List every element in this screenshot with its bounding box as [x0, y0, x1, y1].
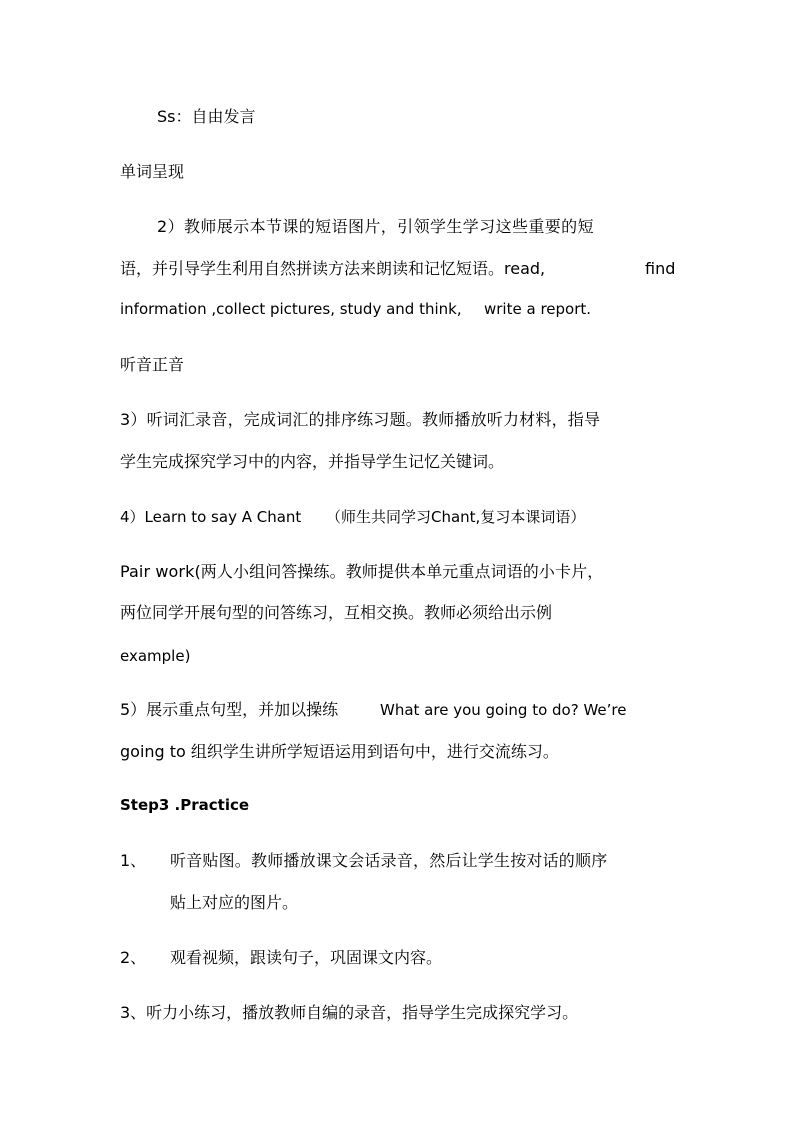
text-line: write a report. — [484, 300, 592, 318]
text-line: going to 组织学生讲所学短语运用到语句中，进行交流练习。 — [120, 742, 559, 761]
list-item-text: 贴上对应的图片。 — [170, 893, 299, 912]
text-line: Pair work(两人小组问答操练。教师提供本单元重点词语的小卡片， — [120, 562, 604, 581]
text-line: 语，并引导学生利用自然拼读方法来朗读和记忆短语。read, — [120, 259, 546, 278]
text-line: 2）教师展示本节课的短语图片，引领学生学习这些重要的短 — [157, 217, 594, 236]
text-line: information ,collect pictures, study and think, — [120, 300, 462, 318]
text-line: 学生完成探究学习中的内容，并指导学生记忆关键词。 — [120, 452, 505, 471]
list-number: 2、 — [120, 948, 147, 967]
section-label: 听音正音 — [120, 355, 185, 374]
list-item-text: 观看视频，跟读句子，巩固课文内容。 — [170, 948, 443, 967]
text-line: 两位同学开展句型的问答练习，互相交换。教师必须给出示例 — [120, 603, 553, 622]
text-line: example) — [120, 647, 191, 665]
text-line: find — [645, 259, 676, 278]
text-line: 4）Learn to say A Chant — [120, 508, 302, 526]
text-line: 3）听词汇录音，完成词汇的排序练习题。教师播放听力材料，指导 — [120, 410, 601, 429]
text-line: 5）展示重点句型，并加以操练 — [120, 700, 339, 719]
list-item-text: 3、听力小练习，播放教师自编的录音，指导学生完成探究学习。 — [120, 1003, 579, 1022]
section-label: 单词呈现 — [120, 162, 185, 181]
text-line: Ss：自由发言 — [157, 107, 256, 126]
list-item-text: 听音贴图。教师播放课文会话录音，然后让学生按对话的顺序 — [170, 851, 608, 870]
list-number: 1、 — [120, 851, 147, 870]
section-heading: Step3 .Practice — [120, 796, 250, 814]
text-line: What are you going to do? We’re — [380, 701, 627, 719]
text-line: （师生共同学习Chant,复习本课词语） — [326, 508, 586, 526]
